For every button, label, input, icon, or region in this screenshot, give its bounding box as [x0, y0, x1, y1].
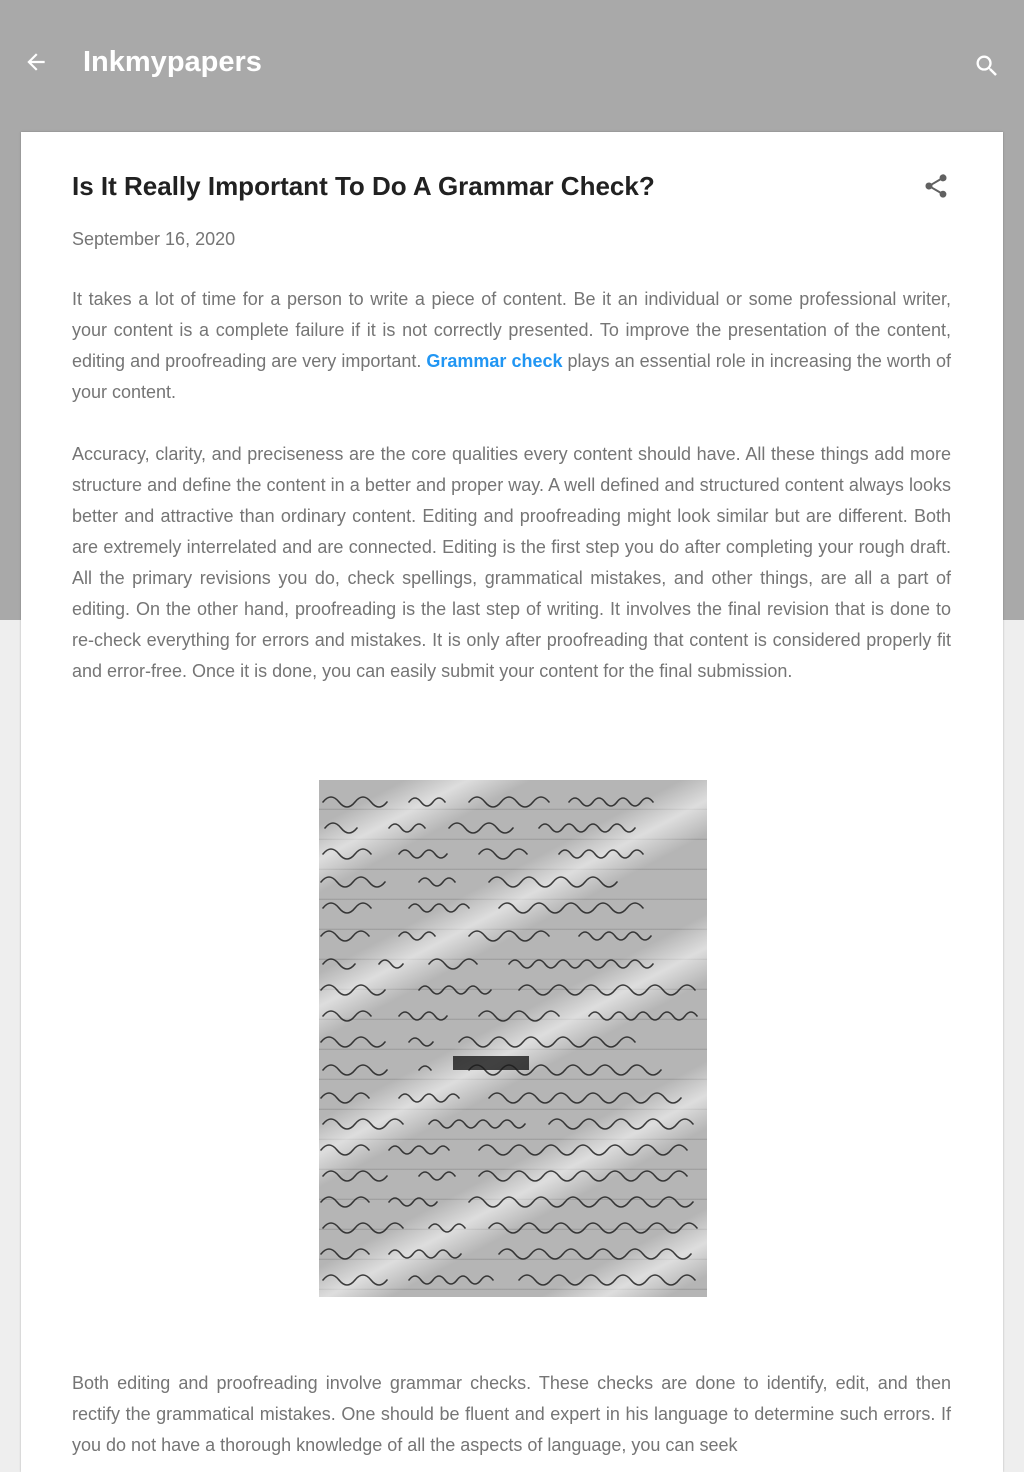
paragraph-text: plays an essential role in increasing the worth of your content.	[72, 351, 951, 402]
blog-title[interactable]: Inkmypapers	[83, 46, 262, 78]
post-title: Is It Really Important To Do A Grammar Check?	[72, 171, 655, 201]
post-date: September 16, 2020	[72, 229, 236, 249]
handwriting-strokes	[319, 780, 707, 1297]
post-paragraph-1	[72, 284, 951, 408]
top-app-bar	[0, 0, 1024, 124]
post-paragraph-3: Both editing and proofreading involve grammar checks. These checks are done to identify, edit, and then rectify the grammatical mistakes. One should be fluent and expert in his language to determine such errors. If you do not have a thorough knowledge of all the aspects of language, you can seek	[72, 1373, 951, 1455]
share-button[interactable]	[920, 170, 952, 202]
back-button[interactable]	[20, 46, 52, 78]
arrow-left-icon	[23, 49, 49, 75]
grammar-check-link[interactable]: Grammar check	[426, 351, 563, 371]
paragraph-text: It takes a lot of time for a person to write a piece of content. Be it an individual or some professional writer, your content is a complete failure if it is not correctly presented. To improve the presentation of the content, editing and proofreading are very important.	[72, 289, 951, 371]
share-icon	[922, 172, 950, 200]
search-button[interactable]	[970, 49, 1004, 83]
handwritten-letter-image	[319, 780, 707, 1297]
search-icon	[973, 52, 1001, 80]
post-card	[21, 132, 1003, 1472]
post-paragraph-2: Accuracy, clarity, and preciseness are the core qualities every content should have. All these things add more structure and define the content in a better and proper way. A well defined and structured content always looks better and attractive than ordinary content. Editing and proofreading might look similar but are different. Both are extremely interrelated and are connected. Editing is the first step you do after completing your rough draft. All the primary revisions you do, check spellings, grammatical mistakes, and other things, are all a part of editing. On the other hand, proofreading is the last step of writing. It involves the final revision that is done to re-check everything for errors and mistakes. It is only after proofreading that content is considered properly fit and error-free. Once it is done, you can easily submit your content for the final submission.	[72, 444, 951, 681]
